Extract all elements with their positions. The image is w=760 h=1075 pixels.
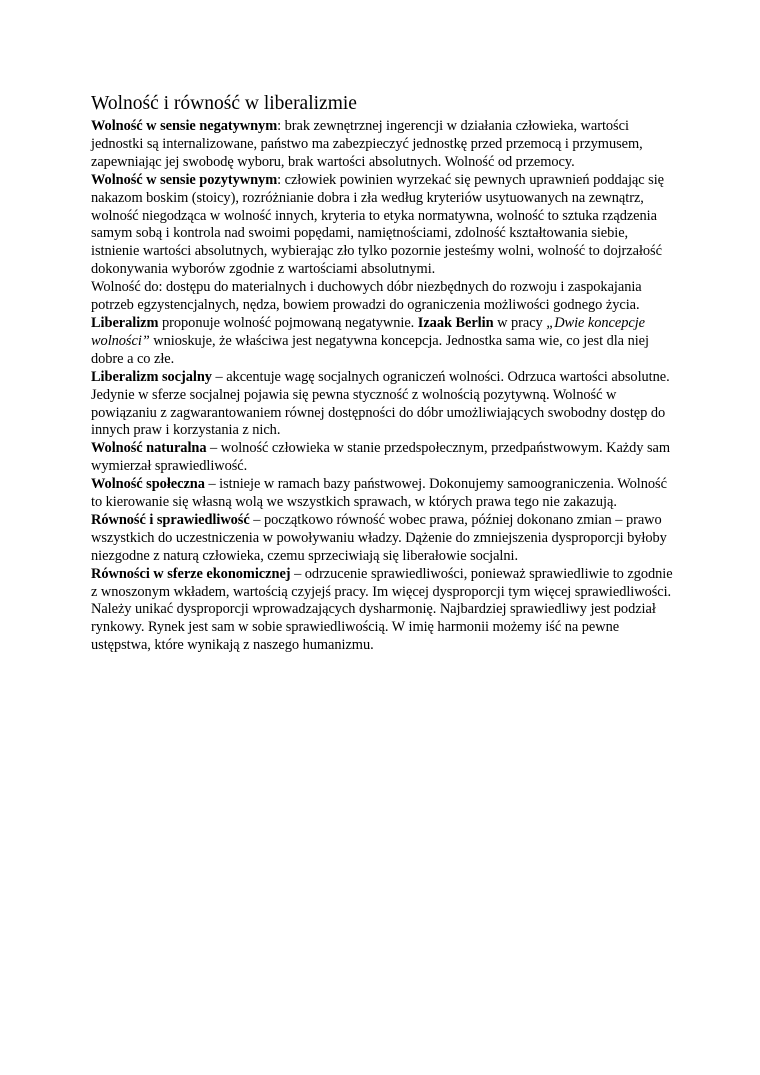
term-social-liberalism: Liberalizm socjalny — [91, 368, 212, 385]
author-name: Izaak Berlin — [417, 314, 494, 331]
paragraph-equality-justice — [91, 512, 676, 566]
work-title: „Dwie koncepcje wolności” — [91, 314, 645, 349]
paragraph-text: – odrzucenie sprawiedliwości, ponieważ sprawiedliwie to zgodnie z wnoszonym wkładem, wartością czyjejś pracy. Im więcej dysproporcji tym więcej sprawiedliwości. Należy unikać dysproporcji wprowadzających dysharmonię. Najbardziej sprawiedliwy jest podział rynkowy. Rynek jest sam w sobie sprawiedliwością. W imię harmonii możemy iść na pewne ustępstwa, które wynikają z naszego humanizmu. — [91, 565, 673, 654]
paragraph-social-liberalism — [91, 369, 676, 441]
paragraph-text: – początkowo równość wobec prawa, później dokonano zmian – prawo wszystkich do uczestniczenia w powoływaniu władzy. Dążenie do zmniejszenia dysproporcji byłoby niezgodne z naturą człowieka, czemu sprzeciwiają się liberałowie socjalni. — [91, 511, 667, 564]
paragraph-freedom-to — [91, 279, 676, 315]
paragraph-negative-freedom — [91, 118, 676, 172]
term-equality-justice: Równość i sprawiedliwość — [91, 511, 250, 528]
term-negative-freedom: Wolność w sensie negatywnym — [91, 118, 278, 134]
paragraph-text: : człowiek powinien wyrzekać się pewnych uprawnień poddając się nakazom boskim (stoicy), rozróżnianie dobra i zła według kryteriów usytuowanych na zewnątrz, wolność niegodząca w wolność innych, kryteria to etyka normatywna, wolność to sztuka rządzenia samym sobą i kontrola nad swoimi popędami, namiętnościami, zdolność kształtowania siebie, istnienie wartości absolutnych, wybierając zło tylko pozornie jesteśmy wolni, wolność to dojrzałość dokonywania wyborów zgodnie z wartościami absolutnymi. — [91, 171, 664, 278]
paragraph-positive-freedom — [91, 172, 676, 279]
term-positive-freedom: Wolność w sensie pozytywnym — [91, 171, 278, 188]
paragraph-natural-freedom — [91, 440, 676, 476]
paragraph-text: : brak zewnętrznej ingerencji w działania człowieka, wartości jednostki są internalizowane, państwo ma zabezpieczyć jednostkę przed przemocą i przymusem, zapewniając jej swobodę wyboru, brak wartości absolutnych. Wolność od przemocy. — [91, 118, 643, 170]
paragraph-text: – akcentuje wagę socjalnych ograniczeń wolności. Odrzuca wartości absolutne. Jedynie w sferze socjalnej pojawia się pewna styczność z wolnością pozytywną. Wolność w powiązaniu z zagwarantowaniem równej dostępności do dóbr umożliwiających swobodny dostęp do innych praw i korzystania z nich. — [91, 368, 670, 439]
paragraph-text: proponuje wolność pojmowaną negatywnie. — [158, 314, 418, 331]
paragraph-text: Wolność do: dostępu do materialnych i duchowych dóbr niezbędnych do rozwoju i zaspokajania potrzeb egzystencjalnych, nędza, bowiem prowadzi do ograniczenia możliwości godnego życia. — [91, 279, 642, 314]
paragraph-economic-equality — [91, 566, 676, 656]
paragraph-text: – istnieje w ramach bazy państwowej. Dokonujemy samoograniczenia. Wolność to kierowanie się własną wolą we wszystkich sprawach, w których prawa tego nie zakazują. — [91, 476, 667, 511]
document-title: Wolność i równość w liberalizmie — [91, 93, 357, 114]
term-economic-equality: Równości w sferze ekonomicznej — [91, 565, 291, 582]
term-liberalism: Liberalizm — [91, 314, 159, 331]
paragraph-text: w pracy — [493, 314, 547, 331]
term-social-freedom: Wolność społeczna — [91, 476, 205, 493]
paragraph-social-freedom — [91, 476, 676, 512]
term-natural-freedom: Wolność naturalna — [91, 440, 207, 457]
document-page — [91, 92, 676, 655]
paragraph-liberalism — [91, 315, 676, 369]
paragraph-text: – wolność człowieka w stanie przedspołecznym, przedpaństwowym. Każdy sam wymierzał sprawiedliwość. — [91, 440, 671, 475]
paragraph-text: wnioskuje, że właściwa jest negatywna koncepcja. Jednostka sama wie, co jest dla niej dobre a co złe. — [91, 332, 649, 367]
